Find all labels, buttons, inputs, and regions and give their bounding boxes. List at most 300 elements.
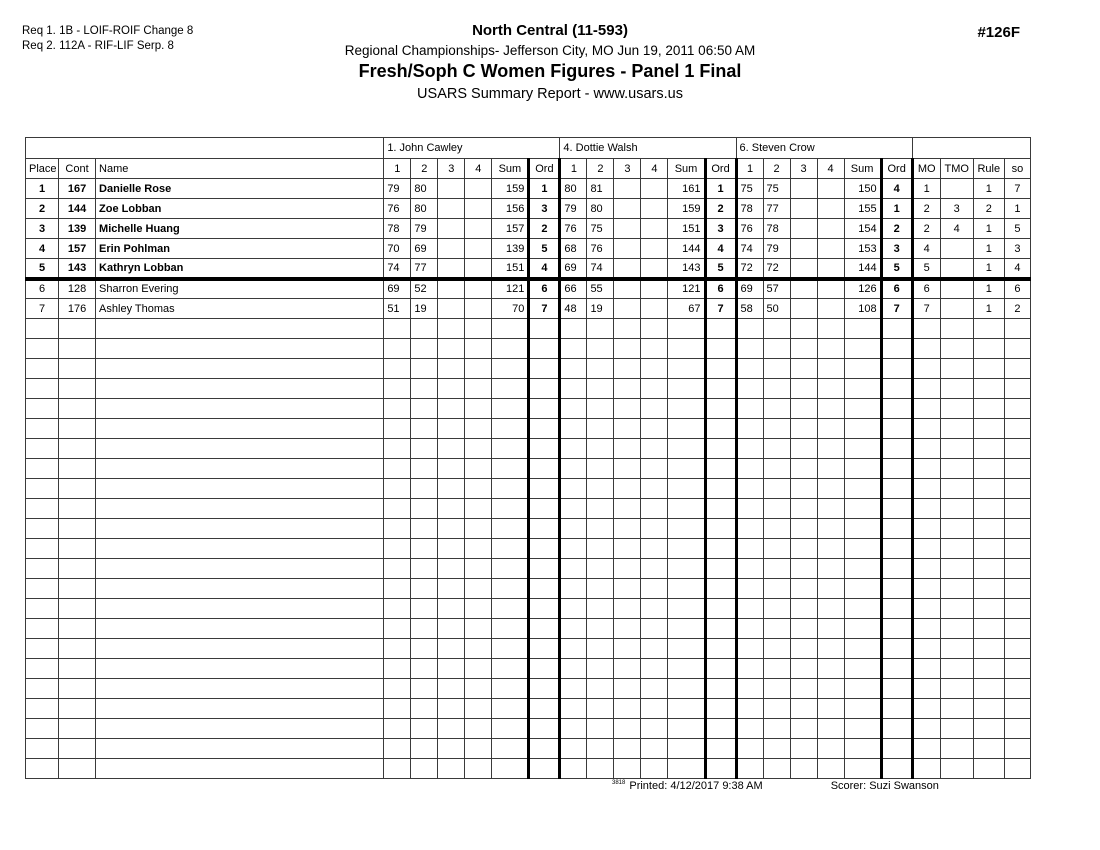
judge3-ord-cell bbox=[881, 579, 912, 599]
judge2-sum-cell: 143 bbox=[668, 259, 705, 279]
judge2-score1-cell bbox=[560, 579, 587, 599]
judge3-sum-cell bbox=[844, 699, 881, 719]
judge1-score1-cell bbox=[384, 479, 411, 499]
rule-cell: 1 bbox=[973, 259, 1004, 279]
judge1-sum-cell bbox=[492, 719, 529, 739]
rule-cell bbox=[973, 639, 1004, 659]
judge2-ord-cell: 2 bbox=[705, 199, 736, 219]
judge2-score4-cell bbox=[641, 559, 668, 579]
contestant-number-cell bbox=[59, 359, 96, 379]
judge2-score2-cell bbox=[587, 559, 614, 579]
judge3-score4-cell bbox=[817, 559, 844, 579]
skater-name-cell bbox=[96, 479, 384, 499]
judge2-score1-cell bbox=[560, 679, 587, 699]
tmo-cell bbox=[940, 739, 973, 759]
judge2-ord-cell bbox=[705, 739, 736, 759]
tmo-cell bbox=[940, 519, 973, 539]
judge2-score4-cell bbox=[641, 179, 668, 199]
col-header-name: Name bbox=[96, 159, 384, 179]
skater-name-cell bbox=[96, 539, 384, 559]
judge2-sum-cell: 161 bbox=[668, 179, 705, 199]
judge2-score4-cell bbox=[641, 699, 668, 719]
judge2-score3-cell bbox=[614, 619, 641, 639]
empty-row bbox=[26, 699, 1031, 719]
report-header bbox=[0, 22, 1100, 102]
region-title: North Central (11-593) bbox=[472, 22, 628, 39]
judge3-score4-cell bbox=[817, 579, 844, 599]
judge3-score4-cell bbox=[817, 439, 844, 459]
judge2-score4-cell bbox=[641, 519, 668, 539]
judge1-score4-cell bbox=[465, 339, 492, 359]
tmo-cell: 3 bbox=[940, 199, 973, 219]
judge1-score3-cell bbox=[438, 219, 465, 239]
tmo-cell bbox=[940, 619, 973, 639]
judge1-score1-cell bbox=[384, 439, 411, 459]
judge3-score2-cell bbox=[763, 359, 790, 379]
mo-cell bbox=[912, 639, 940, 659]
mo-cell bbox=[912, 319, 940, 339]
judge1-score2-cell bbox=[411, 319, 438, 339]
judge3-score3-cell bbox=[790, 679, 817, 699]
judge2-score2-cell bbox=[587, 399, 614, 419]
judge2-score3-cell bbox=[614, 519, 641, 539]
judge3-score3-cell bbox=[790, 339, 817, 359]
judge2-score3-cell bbox=[614, 359, 641, 379]
judge1-score1-cell bbox=[384, 699, 411, 719]
empty-row bbox=[26, 559, 1031, 579]
judge2-score1-cell: 80 bbox=[560, 179, 587, 199]
judge3-score4-cell bbox=[817, 319, 844, 339]
judge2-score1-cell bbox=[560, 539, 587, 559]
tmo-cell bbox=[940, 279, 973, 299]
judge1-score1-cell: 51 bbox=[384, 299, 411, 319]
judge1-score3-cell bbox=[438, 519, 465, 539]
judge2-score1-cell bbox=[560, 379, 587, 399]
tmo-cell bbox=[940, 379, 973, 399]
judge2-score1-cell bbox=[560, 739, 587, 759]
mo-cell: 7 bbox=[912, 299, 940, 319]
judge3-ord-cell bbox=[881, 539, 912, 559]
skater-name-cell bbox=[96, 519, 384, 539]
so-cell: 6 bbox=[1004, 279, 1030, 299]
judge3-score3-cell bbox=[790, 379, 817, 399]
col-header-j1-sum: Sum bbox=[492, 159, 529, 179]
judge2-score1-cell: 66 bbox=[560, 279, 587, 299]
judge2-score1-cell: 69 bbox=[560, 259, 587, 279]
judge2-sum-cell: 159 bbox=[668, 199, 705, 219]
col-header-mo: MO bbox=[912, 159, 940, 179]
mo-cell: 2 bbox=[912, 199, 940, 219]
judge2-sum-cell bbox=[668, 639, 705, 659]
judge2-sum-cell bbox=[668, 459, 705, 479]
judge1-score3-cell bbox=[438, 199, 465, 219]
judge3-sum-cell bbox=[844, 719, 881, 739]
results-table bbox=[25, 137, 1031, 779]
judge2-score2-cell: 74 bbox=[587, 259, 614, 279]
judge1-ord-cell: 7 bbox=[529, 299, 560, 319]
judge1-score1-cell: 69 bbox=[384, 279, 411, 299]
judge1-ord-cell bbox=[529, 619, 560, 639]
judge3-score4-cell bbox=[817, 179, 844, 199]
contestant-number-cell: 128 bbox=[59, 279, 96, 299]
judge1-sum-cell bbox=[492, 599, 529, 619]
tmo-cell bbox=[940, 239, 973, 259]
judge1-score4-cell bbox=[465, 379, 492, 399]
judge1-score1-cell bbox=[384, 719, 411, 739]
judge2-sum-cell bbox=[668, 759, 705, 779]
judge3-score2-cell bbox=[763, 419, 790, 439]
judge2-score1-cell bbox=[560, 759, 587, 779]
judge3-score3-cell bbox=[790, 519, 817, 539]
result-row bbox=[26, 299, 1031, 319]
judge3-score3-cell bbox=[790, 419, 817, 439]
rule-cell: 1 bbox=[973, 299, 1004, 319]
so-cell bbox=[1004, 539, 1030, 559]
judge1-score3-cell bbox=[438, 719, 465, 739]
judge1-ord-cell: 4 bbox=[529, 259, 560, 279]
judge3-score4-cell bbox=[817, 599, 844, 619]
judge1-score3-cell bbox=[438, 299, 465, 319]
judge1-score2-cell bbox=[411, 479, 438, 499]
judge2-score4-cell bbox=[641, 459, 668, 479]
judge3-score1-cell bbox=[736, 639, 763, 659]
judge1-sum-cell bbox=[492, 539, 529, 559]
judge1-score4-cell bbox=[465, 679, 492, 699]
col-header-j1-ord: Ord bbox=[529, 159, 560, 179]
judge1-score2-cell: 77 bbox=[411, 259, 438, 279]
tmo-cell bbox=[940, 639, 973, 659]
so-cell: 3 bbox=[1004, 239, 1030, 259]
judge1-score2-cell bbox=[411, 559, 438, 579]
judge3-sum-cell bbox=[844, 419, 881, 439]
judge2-score3-cell bbox=[614, 219, 641, 239]
judge1-sum-cell bbox=[492, 759, 529, 779]
judge2-ord-cell bbox=[705, 619, 736, 639]
judge2-score4-cell bbox=[641, 739, 668, 759]
rule-cell: 1 bbox=[973, 219, 1004, 239]
so-cell bbox=[1004, 619, 1030, 639]
judge1-score1-cell bbox=[384, 359, 411, 379]
judge1-score1-cell bbox=[384, 499, 411, 519]
judge2-sum-cell: 121 bbox=[668, 279, 705, 299]
judge3-score4-cell bbox=[817, 399, 844, 419]
contestant-number-cell bbox=[59, 379, 96, 399]
judge2-score3-cell bbox=[614, 419, 641, 439]
skater-name-cell bbox=[96, 419, 384, 439]
contestant-number-cell bbox=[59, 759, 96, 779]
skater-name-cell bbox=[96, 459, 384, 479]
judge2-score3-cell bbox=[614, 379, 641, 399]
empty-row bbox=[26, 719, 1031, 739]
judge3-score1-cell bbox=[736, 539, 763, 559]
judge2-score4-cell bbox=[641, 239, 668, 259]
judge3-ord-cell bbox=[881, 359, 912, 379]
place-cell: 6 bbox=[26, 279, 59, 299]
judge2-score4-cell bbox=[641, 199, 668, 219]
judge1-score2-cell bbox=[411, 739, 438, 759]
contestant-number-cell bbox=[59, 619, 96, 639]
judge1-score4-cell bbox=[465, 279, 492, 299]
judge3-sum-cell: 108 bbox=[844, 299, 881, 319]
skater-name-cell: Kathryn Lobban bbox=[96, 259, 384, 279]
judge3-ord-cell bbox=[881, 379, 912, 399]
judge2-score2-cell bbox=[587, 459, 614, 479]
judge1-sum-cell bbox=[492, 359, 529, 379]
contestant-number-cell bbox=[59, 339, 96, 359]
judge1-ord-cell bbox=[529, 419, 560, 439]
judge1-score3-cell bbox=[438, 439, 465, 459]
judge3-sum-cell bbox=[844, 499, 881, 519]
place-cell bbox=[26, 479, 59, 499]
judge1-sum-cell bbox=[492, 319, 529, 339]
mo-cell bbox=[912, 579, 940, 599]
judge1-score4-cell bbox=[465, 219, 492, 239]
judge3-score1-cell bbox=[736, 499, 763, 519]
judge1-score2-cell bbox=[411, 519, 438, 539]
empty-row bbox=[26, 759, 1031, 779]
judge1-score1-cell: 70 bbox=[384, 239, 411, 259]
judge3-score4-cell bbox=[817, 619, 844, 639]
judge1-ord-cell bbox=[529, 499, 560, 519]
skater-name-cell bbox=[96, 759, 384, 779]
skater-name-cell bbox=[96, 379, 384, 399]
contestant-number-cell bbox=[59, 419, 96, 439]
rule-cell: 1 bbox=[973, 179, 1004, 199]
judge3-score1-cell bbox=[736, 599, 763, 619]
judge3-score1-cell bbox=[736, 579, 763, 599]
judge1-score3-cell bbox=[438, 379, 465, 399]
judge2-score2-cell bbox=[587, 479, 614, 499]
tmo-cell bbox=[940, 479, 973, 499]
judge1-score2-cell: 80 bbox=[411, 179, 438, 199]
judge2-score1-cell bbox=[560, 519, 587, 539]
contestant-number-cell bbox=[59, 479, 96, 499]
judge3-score1-cell bbox=[736, 379, 763, 399]
col-header-j2-3: 3 bbox=[614, 159, 641, 179]
col-header-j3-ord: Ord bbox=[881, 159, 912, 179]
judge1-score2-cell bbox=[411, 719, 438, 739]
judge1-ord-cell: 2 bbox=[529, 219, 560, 239]
so-cell bbox=[1004, 579, 1030, 599]
judge2-score2-cell: 19 bbox=[587, 299, 614, 319]
judge1-score3-cell bbox=[438, 479, 465, 499]
col-header-rule: Rule bbox=[973, 159, 1004, 179]
tmo-cell bbox=[940, 539, 973, 559]
contestant-number-cell bbox=[59, 579, 96, 599]
judge2-score1-cell bbox=[560, 659, 587, 679]
judge2-sum-cell bbox=[668, 419, 705, 439]
judge1-sum-cell bbox=[492, 519, 529, 539]
judge1-score3-cell bbox=[438, 659, 465, 679]
tmo-cell bbox=[940, 699, 973, 719]
judge1-score4-cell bbox=[465, 439, 492, 459]
judge2-sum-cell bbox=[668, 379, 705, 399]
judge3-ord-cell bbox=[881, 319, 912, 339]
judge1-score3-cell bbox=[438, 419, 465, 439]
so-cell bbox=[1004, 659, 1030, 679]
judge1-ord-cell bbox=[529, 559, 560, 579]
judge3-sum-cell bbox=[844, 379, 881, 399]
judge3-score2-cell bbox=[763, 439, 790, 459]
judge1-score1-cell bbox=[384, 539, 411, 559]
judge2-score4-cell bbox=[641, 719, 668, 739]
rule-cell bbox=[973, 599, 1004, 619]
contestant-number-cell bbox=[59, 439, 96, 459]
so-cell bbox=[1004, 699, 1030, 719]
judge1-score4-cell bbox=[465, 399, 492, 419]
report-type-line: USARS Summary Report - www.usars.us bbox=[417, 86, 683, 102]
col-header-cont: Cont bbox=[59, 159, 96, 179]
so-cell bbox=[1004, 739, 1030, 759]
judge2-score2-cell bbox=[587, 699, 614, 719]
judge3-score2-cell bbox=[763, 519, 790, 539]
judge1-score3-cell bbox=[438, 539, 465, 559]
judge3-score1-cell bbox=[736, 559, 763, 579]
judge2-ord-cell bbox=[705, 719, 736, 739]
judge2-score4-cell bbox=[641, 579, 668, 599]
judge2-score1-cell bbox=[560, 719, 587, 739]
so-cell bbox=[1004, 319, 1030, 339]
tmo-cell bbox=[940, 359, 973, 379]
judge1-score4-cell bbox=[465, 719, 492, 739]
judge1-score1-cell: 74 bbox=[384, 259, 411, 279]
judge1-ord-cell: 5 bbox=[529, 239, 560, 259]
judge2-score3-cell bbox=[614, 639, 641, 659]
judge1-score3-cell bbox=[438, 619, 465, 639]
judge3-score2-cell: 72 bbox=[763, 259, 790, 279]
rule-cell bbox=[973, 579, 1004, 599]
so-cell bbox=[1004, 479, 1030, 499]
judge2-score3-cell bbox=[614, 599, 641, 619]
so-cell: 7 bbox=[1004, 179, 1030, 199]
judge2-sum-cell bbox=[668, 599, 705, 619]
judge1-score2-cell: 79 bbox=[411, 219, 438, 239]
judge3-sum-cell bbox=[844, 439, 881, 459]
judge2-score1-cell bbox=[560, 319, 587, 339]
judge2-score4-cell bbox=[641, 259, 668, 279]
judge3-score4-cell bbox=[817, 379, 844, 399]
rule-cell bbox=[973, 399, 1004, 419]
judge2-score3-cell bbox=[614, 499, 641, 519]
judge1-score4-cell bbox=[465, 319, 492, 339]
judge1-score2-cell bbox=[411, 439, 438, 459]
skater-name-cell bbox=[96, 639, 384, 659]
judge3-score1-cell bbox=[736, 739, 763, 759]
judge1-sum-cell bbox=[492, 459, 529, 479]
judge1-ord-cell bbox=[529, 579, 560, 599]
judge3-ord-cell: 1 bbox=[881, 199, 912, 219]
judge1-score4-cell bbox=[465, 639, 492, 659]
judge1-score4-cell bbox=[465, 419, 492, 439]
judge3-score2-cell bbox=[763, 639, 790, 659]
judge3-score4-cell bbox=[817, 299, 844, 319]
judge3-score2-cell bbox=[763, 579, 790, 599]
judge1-sum-cell bbox=[492, 739, 529, 759]
judge2-score2-cell: 76 bbox=[587, 239, 614, 259]
place-cell bbox=[26, 679, 59, 699]
judge2-score2-cell bbox=[587, 739, 614, 759]
judge2-score1-cell: 79 bbox=[560, 199, 587, 219]
judge1-score2-cell bbox=[411, 619, 438, 639]
judge1-ord-cell bbox=[529, 679, 560, 699]
judge1-ord-cell bbox=[529, 379, 560, 399]
place-cell bbox=[26, 459, 59, 479]
judge2-score4-cell bbox=[641, 359, 668, 379]
empty-row bbox=[26, 739, 1031, 759]
so-cell bbox=[1004, 379, 1030, 399]
judge2-score1-cell: 76 bbox=[560, 219, 587, 239]
judge1-score1-cell bbox=[384, 759, 411, 779]
empty-row bbox=[26, 359, 1031, 379]
judge1-score2-cell: 69 bbox=[411, 239, 438, 259]
empty-row bbox=[26, 439, 1031, 459]
rule-cell bbox=[973, 459, 1004, 479]
judge1-ord-cell bbox=[529, 719, 560, 739]
judge1-score1-cell bbox=[384, 639, 411, 659]
judge3-score4-cell bbox=[817, 419, 844, 439]
judge1-sum-cell: 121 bbox=[492, 279, 529, 299]
judge1-score1-cell bbox=[384, 579, 411, 599]
rule-cell bbox=[973, 679, 1004, 699]
mo-cell bbox=[912, 559, 940, 579]
judge3-sum-cell bbox=[844, 519, 881, 539]
empty-row bbox=[26, 419, 1031, 439]
judge3-score3-cell bbox=[790, 619, 817, 639]
contestant-number-cell bbox=[59, 659, 96, 679]
judge1-score3-cell bbox=[438, 259, 465, 279]
judge1-score4-cell bbox=[465, 479, 492, 499]
judge2-sum-cell bbox=[668, 399, 705, 419]
column-header-row bbox=[26, 159, 1031, 179]
judge3-score4-cell bbox=[817, 719, 844, 739]
judge2-score3-cell bbox=[614, 579, 641, 599]
judge3-ord-cell bbox=[881, 639, 912, 659]
judge3-ord-cell bbox=[881, 419, 912, 439]
place-cell: 2 bbox=[26, 199, 59, 219]
judge1-ord-cell bbox=[529, 319, 560, 339]
judge1-score2-cell bbox=[411, 579, 438, 599]
judge3-score4-cell bbox=[817, 739, 844, 759]
judge1-score4-cell bbox=[465, 459, 492, 479]
so-cell: 5 bbox=[1004, 219, 1030, 239]
judge3-sum-cell bbox=[844, 739, 881, 759]
judge1-score4-cell bbox=[465, 579, 492, 599]
judge1-score3-cell bbox=[438, 239, 465, 259]
judge1-sum-cell: 159 bbox=[492, 179, 529, 199]
judge1-score1-cell bbox=[384, 659, 411, 679]
judge1-score3-cell bbox=[438, 179, 465, 199]
place-cell: 3 bbox=[26, 219, 59, 239]
rule-cell bbox=[973, 439, 1004, 459]
judge3-score4-cell bbox=[817, 219, 844, 239]
judge2-score3-cell bbox=[614, 339, 641, 359]
judge2-score2-cell bbox=[587, 499, 614, 519]
judge3-score4-cell bbox=[817, 699, 844, 719]
empty-row bbox=[26, 399, 1031, 419]
judge3-score2-cell: 57 bbox=[763, 279, 790, 299]
judge2-score4-cell bbox=[641, 339, 668, 359]
tmo-cell: 4 bbox=[940, 219, 973, 239]
judge1-score4-cell bbox=[465, 559, 492, 579]
place-cell: 7 bbox=[26, 299, 59, 319]
tmo-cell bbox=[940, 259, 973, 279]
report-footer bbox=[612, 780, 939, 792]
judge1-score2-cell: 80 bbox=[411, 199, 438, 219]
judge1-score2-cell: 19 bbox=[411, 299, 438, 319]
judge1-score1-cell bbox=[384, 559, 411, 579]
judge3-score3-cell bbox=[790, 179, 817, 199]
judge3-ord-cell: 6 bbox=[881, 279, 912, 299]
